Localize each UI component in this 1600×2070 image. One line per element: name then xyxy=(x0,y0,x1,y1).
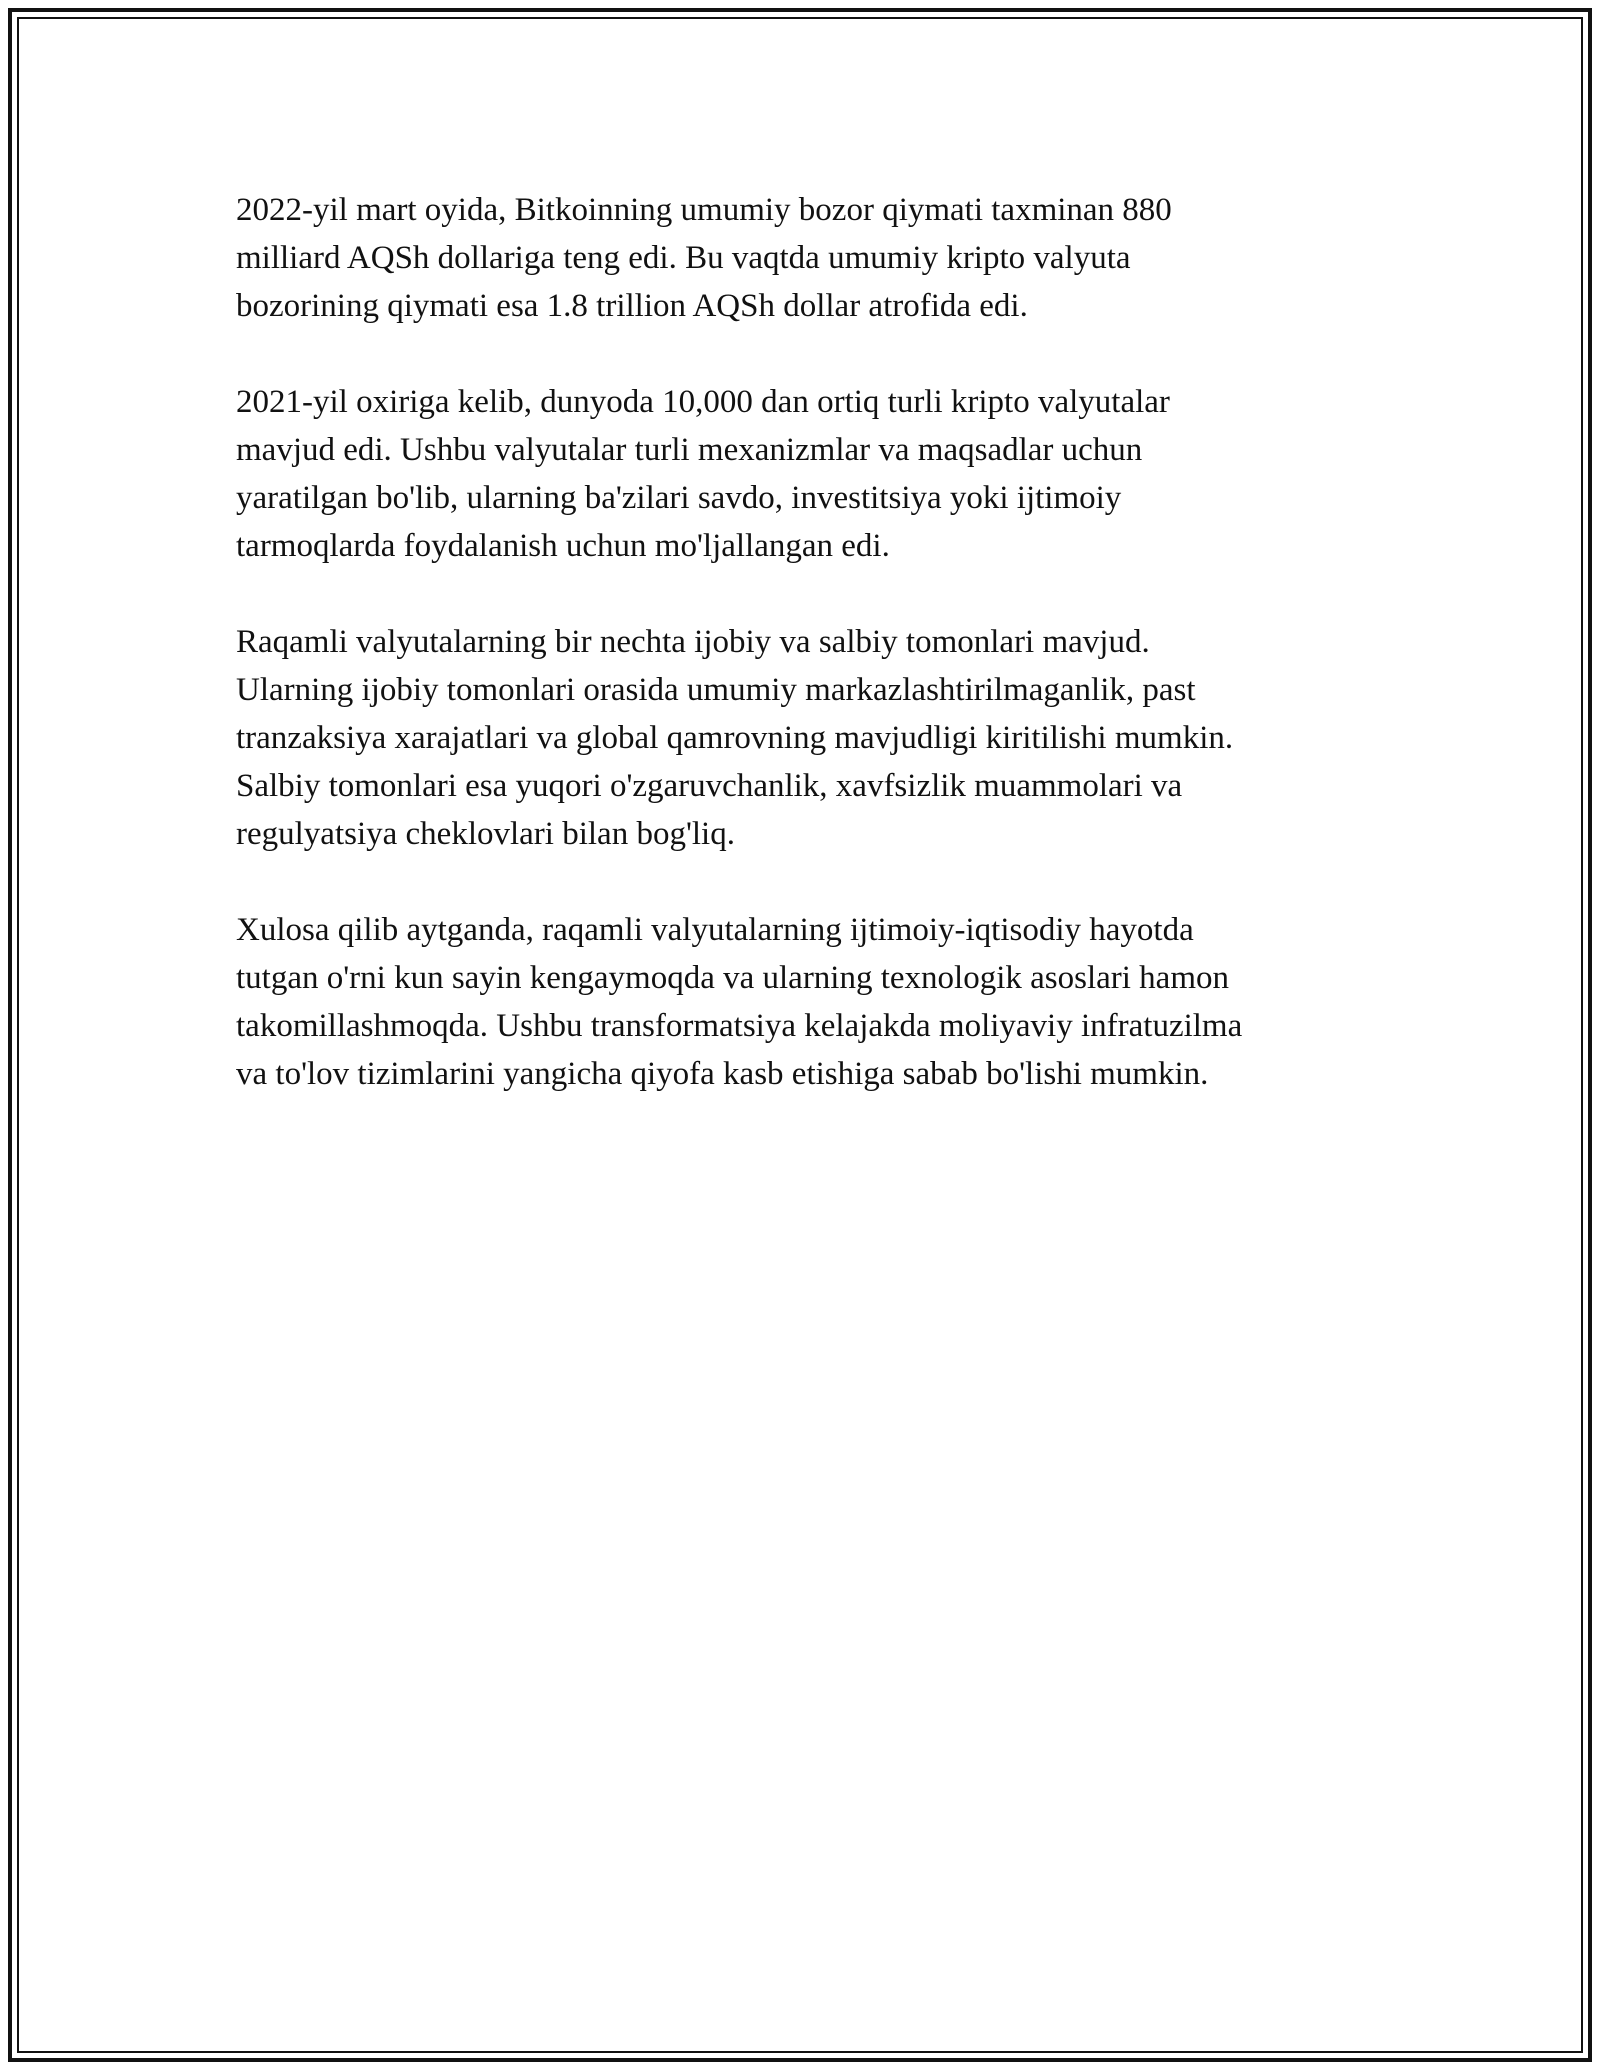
paragraph-conclusion: Xulosa qilib aytganda, raqamli valyutalarning ijtimoiy-iqtisodiy hayotda tutgan o'rni kun sayin kengaymoqda va ularning texnologik asoslari hamon takomillashmoqda. Ushbu transformatsiya kelajakda moliyaviy infratuzilma va to'lov tizimlarini yangicha qiyofa kasb etishiga sabab bo'lishi mumkin. xyxy=(236,912,1243,1092)
paragraph-pros-cons: Raqamli valyutalarning bir nechta ijobiy va salbiy tomonlari mavjud. Ularning ijobiy tomonlari orasida umumiy markazlashtirilmaganlik, past tranzaksiya xarajatlari va global qamrovning mavjudligi kiritilishi mumkin. Salbiy tomonlari esa yuqori o'zgaruvchanlik, xavfsizlik muammolari va regulyatsiya cheklovlari bilan bog'liq. xyxy=(236,624,1234,852)
document-body xyxy=(236,186,1376,1146)
paragraph-market-value: 2022-yil mart oyida, Bitkoinning umumiy bozor qiymati taxminan 880 milliard AQSh dollariga teng edi. Bu vaqtda umumiy kripto valyuta bozorining qiymati esa 1.8 trillion AQSh dollar atrofida edi. xyxy=(236,192,1172,324)
paragraph-currency-count: 2021-yil oxiriga kelib, dunyoda 10,000 dan ortiq turli kripto valyutalar mavjud edi. Ushbu valyutalar turli mexanizmlar va maqsadlar uchun yaratilgan bo'lib, ularning ba'zilari savdo, investitsiya yoki ijtimoiy tarmoqlarda foydalanish uchun mo'ljallangan edi. xyxy=(236,384,1170,564)
